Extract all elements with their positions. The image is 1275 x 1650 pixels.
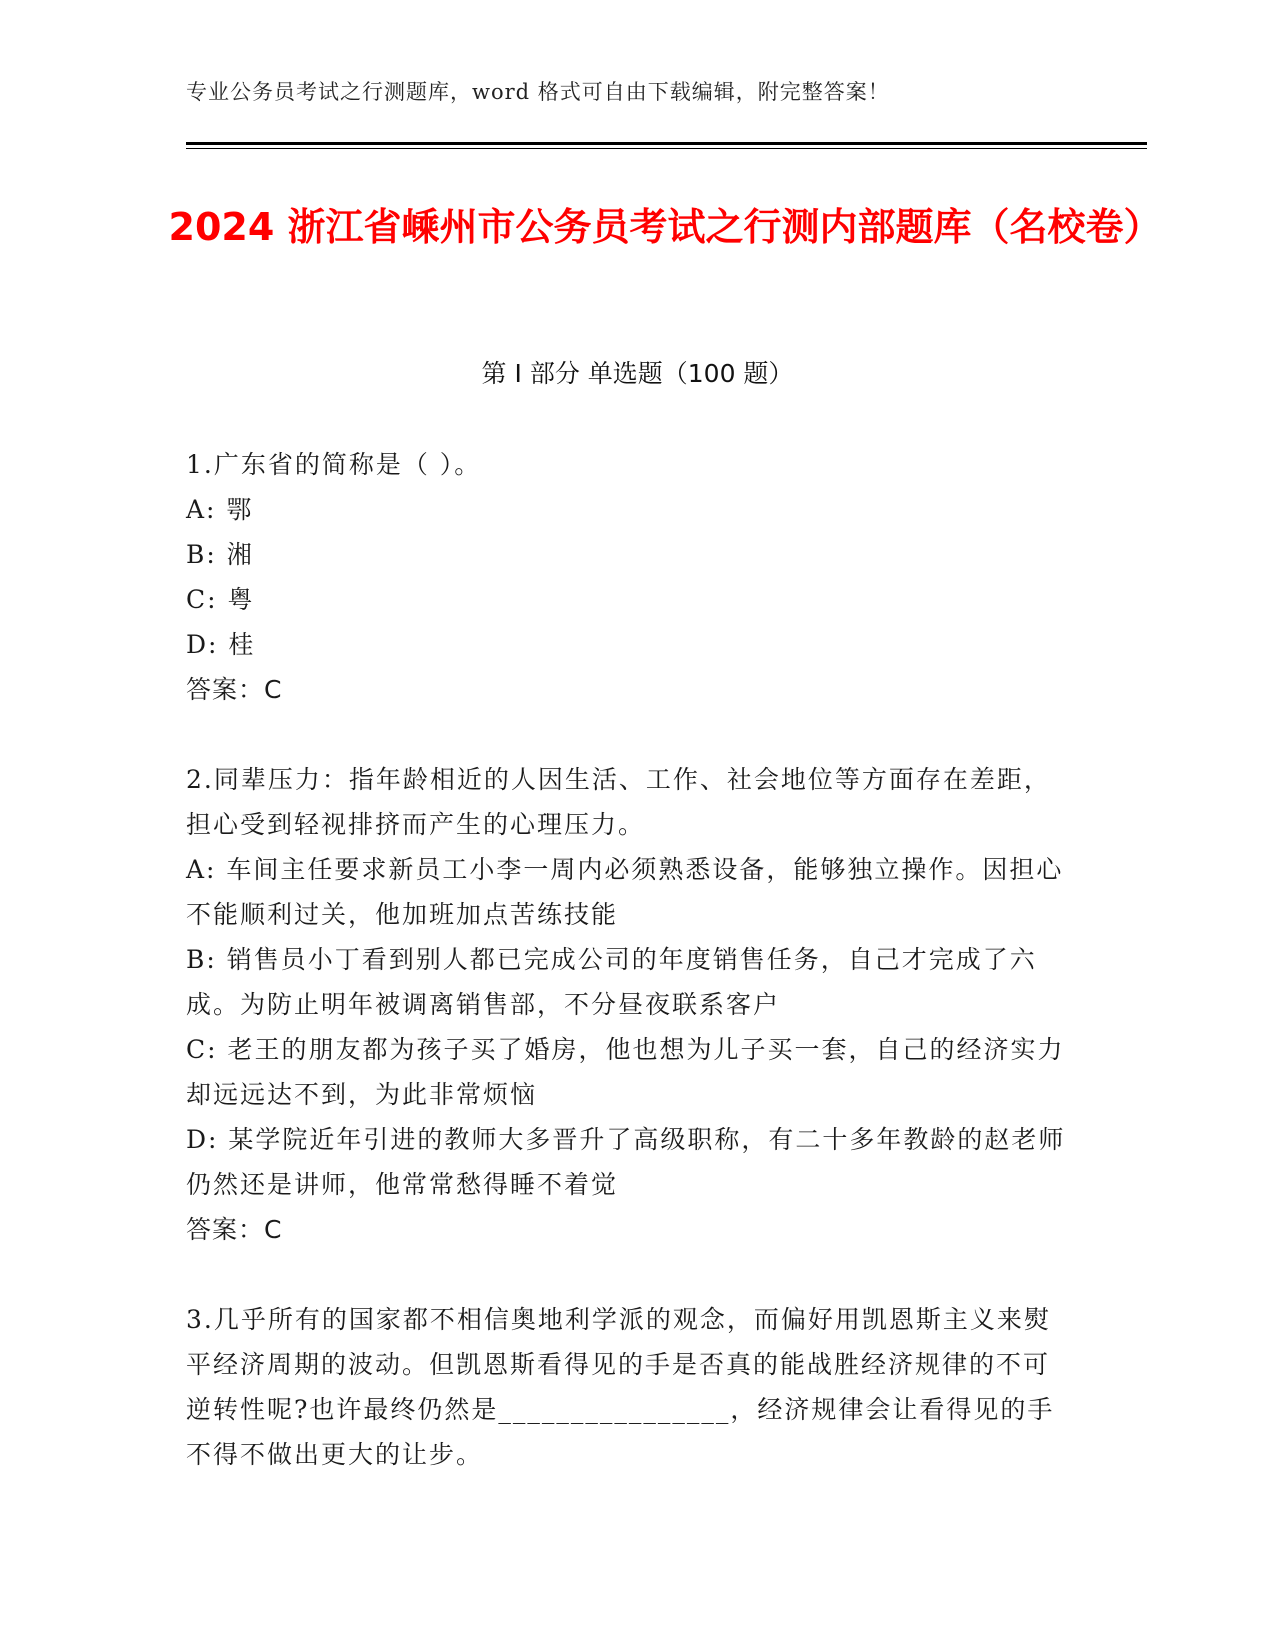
header-divider-thick bbox=[186, 142, 1147, 145]
option-b: B: 销售员小丁看到别人都已完成公司的年度销售任务，自己才完成了六成。为防止明年被调离销售部，不分昼夜联系客户 bbox=[186, 945, 1037, 1019]
section-heading: 第 I 部分 单选题（100 题） bbox=[481, 359, 794, 388]
answer-line: 答案：C bbox=[186, 1215, 283, 1244]
option-d: D: 桂 bbox=[186, 630, 256, 659]
question-stem: 3.几乎所有的国家都不相信奥地利学派的观念，而偏好用凯恩斯主义来熨平经济周期的波动。但凯恩斯看得见的手是否真的能战胜经济规律的不可逆转性呢?也许最终仍然是________________，经济规律会让看得见的手不得不做出更大的让步。 bbox=[186, 1305, 1055, 1469]
header-divider-thin bbox=[186, 148, 1147, 149]
option-b: B: 湘 bbox=[186, 540, 254, 569]
header-note: 专业公务员考试之行测题库，word 格式可自由下载编辑，附完整答案！ bbox=[186, 80, 890, 104]
question-2 bbox=[186, 757, 1066, 1252]
option-d: D: 某学院近年引进的教师大多晋升了高级职称，有二十多年教龄的赵老师仍然还是讲师，他常常愁得睡不着觉 bbox=[186, 1125, 1066, 1199]
option-a: A: 鄂 bbox=[186, 495, 254, 524]
document-title: 2024 浙江省嵊州市公务员考试之行测内部题库（名校卷） bbox=[168, 205, 1162, 249]
question-stem: 1.广东省的简称是（ ）。 bbox=[186, 450, 482, 479]
question-stem: 2.同辈压力：指年龄相近的人因生活、工作、社会地位等方面存在差距，担心受到轻视排挤而产生的心理压力。 bbox=[186, 765, 1051, 839]
answer-line: 答案：C bbox=[186, 675, 283, 704]
option-c: C: 粤 bbox=[186, 585, 255, 614]
option-a: A: 车间主任要求新员工小李一周内必须熟悉设备，能够独立操作。因担心不能顺利过关，他加班加点苦练技能 bbox=[186, 855, 1064, 929]
question-list bbox=[186, 442, 1066, 1477]
spacer bbox=[186, 1252, 1066, 1297]
question-1 bbox=[186, 442, 1066, 712]
question-3 bbox=[186, 1297, 1066, 1477]
spacer bbox=[186, 712, 1066, 757]
option-c: C: 老王的朋友都为孩子买了婚房，他也想为儿子买一套，自己的经济实力却远远达不到，为此非常烦恼 bbox=[186, 1035, 1065, 1109]
